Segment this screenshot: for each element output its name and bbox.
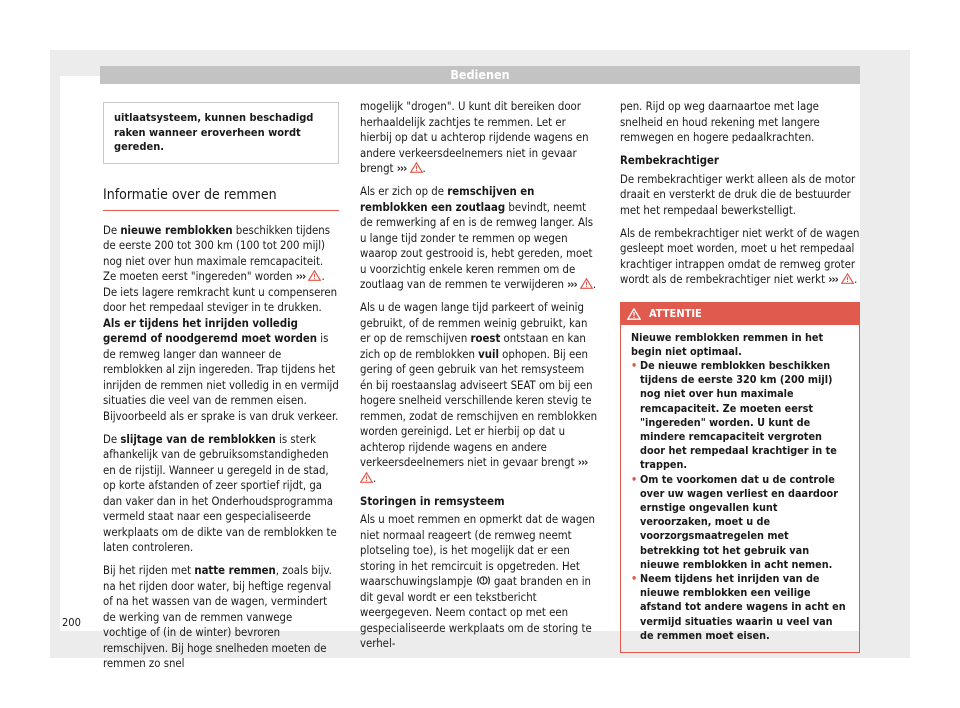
text: ophopen. Bij een gering of geen gebruik van het remsysteem én bij roestaanslag adviseert SEAT om bij een hogere snelheid verschillende keren stevig te remmen, zodat de remschijven en remblokken worden gereinigd. Let er hierbij op dat u achterop rijdende wagens en andere verkeersdeelnemers niet in gevaar brengt	[360, 347, 598, 469]
warning-triangle-icon	[627, 308, 641, 320]
text: . De iets lagere remkracht kunt u compenseren door het rempedaal steviger in te drukken.	[103, 270, 338, 314]
warning-box-continued: uitlaatsysteem, kunnen beschadigd raken wanneer eroverheen wordt gereden.	[103, 102, 339, 164]
section-title: Informatie over de remmen	[103, 186, 339, 211]
term-rust: roest	[470, 332, 501, 345]
warning-triangle-icon[interactable]	[410, 162, 423, 173]
attention-bullet: • Om te voorkomen dat u de controle over uw wagen verliest en daardoor ernstige ongevallen kunt veroorzaken, moet u de voorzorgsmaatregelen met betrekking tot het gebruik van nieuwe remblokken in acht nemen.	[631, 473, 849, 572]
paragraph-continued: pen. Rijd op weg daarnaartoe met lage snelheid en houd rekening met langere remwegen en hogere pedaalkrachten.	[620, 100, 820, 144]
attention-bullet: • Neem tijdens het inrijden van de nieuwe remblokken een veilige afstand tot andere wagens in acht en vermijd situaties waarin u veel van de remmen moet eisen.	[631, 572, 849, 643]
paragraph-pad-wear	[103, 432, 339, 556]
text: is de remweg langer dan wanneer de remblokken al zijn ingereden. Trap tijdens het inrijden de remmen niet volledig in en vermijd situaties die veel van de remmen eisen. Bijvoorbeeld als er sprake is van druk verkeer.	[103, 332, 339, 423]
section-header: Bedienen	[100, 66, 860, 84]
text: Als er zich op de	[360, 185, 448, 198]
text: .	[854, 273, 858, 286]
text: ontstaan en kan zich op de remblokken	[360, 332, 586, 361]
attention-header	[621, 303, 859, 325]
term-pad-wear: slijtage van de remblokken	[120, 432, 276, 446]
term-new-pads: nieuwe remblokken	[120, 223, 233, 237]
text: Als u de wagen lange tijd parkeert of weinig gebruikt, of de remmen weinig gebruikt, kan er op de remschijven	[360, 301, 588, 345]
subheading-brake-booster: Rembekrachtiger	[620, 154, 719, 167]
attention-bullet: • De nieuwe remblokken beschikken tijdens de eerste 320 km (200 mijl) nog niet over hun maximale remcapaciteit. Ze moeten eerst "ingereden" worden. U kunt de mindere remcapaciteit vergroten door het rempedaal krachtiger in te trappen.	[631, 359, 849, 473]
paragraph-rust	[360, 300, 600, 486]
text: .	[592, 278, 597, 291]
warning-triangle-icon[interactable]	[308, 270, 321, 281]
text: mogelijk "drogen". U kunt dit bereiken door herhaaldelijk zachtjes te remmen. Let er hierbij op dat u achterop rijdende wagens en andere verkeersdeelnemers niet in gevaar brengt	[360, 100, 589, 175]
text: De	[103, 223, 121, 237]
term-salt-layer: remschijven en remblokken een zoutlaag	[360, 185, 535, 214]
paragraph-new-brake-pads	[103, 223, 339, 425]
paragraph-wet-brakes	[103, 563, 339, 672]
paragraph-brake-faults	[360, 512, 600, 652]
column-1	[103, 102, 339, 679]
column-3	[620, 99, 860, 653]
text: .	[373, 471, 377, 485]
reference-arrow[interactable]: ›››	[295, 270, 306, 283]
warning-triangle-icon[interactable]	[580, 278, 593, 289]
paragraph-brake-booster: De rembekrachtiger werkt alleen als de motor draait en versterkt de druk die de bestuurder met het rempedaal bewerkstelligt.	[620, 172, 856, 217]
attention-box	[620, 302, 860, 653]
reference-arrow[interactable]: ›››	[577, 456, 588, 469]
paragraph-salt-layer	[360, 184, 600, 293]
text: Bij het rijden met	[103, 564, 195, 577]
attention-intro: Nieuwe remblokken remmen in het begin niet optimaal.	[631, 330, 824, 358]
reference-arrow[interactable]: ›››	[828, 273, 838, 286]
column-2	[360, 99, 600, 659]
attention-body	[621, 325, 859, 652]
term-wet-brakes: natte remmen	[194, 564, 276, 577]
paragraph-booster-failure	[620, 226, 860, 288]
text: , zoals bijv. na het rijden door water, bij heftige regenval of na het wassen van de wagen, vermindert de werking van de remmen vanwege vochtige of (in de winter) bevroren remschijven. Bij hoge snelheden moeten de remmen zo snel	[103, 564, 332, 670]
term-dirt: vuil	[478, 347, 499, 361]
subheading-brake-faults: Storingen in remsysteem	[360, 494, 505, 508]
warning-triangle-icon[interactable]	[360, 472, 373, 483]
paragraph-dry-brakes	[360, 99, 600, 177]
text: Als u moet remmen en opmerkt dat de wagen niet normaal reageert (de remweg neemt plotseling toe), is het mogelijk dat er een storing in het remcircuit is opgetreden. Het waarschuwingslampje	[360, 513, 596, 588]
text: Als de rembekrachtiger niet werkt of de wagen gesleept moet worden, moet u het rempedaal krachtiger intrappen omdat de remweg groter wordt als de rembekrachtiger niet werkt	[620, 226, 860, 286]
page-number: 200	[62, 616, 81, 629]
reference-arrow[interactable]: ›››	[567, 278, 577, 291]
warning-triangle-icon[interactable]	[841, 273, 854, 284]
text: gaat branden en in dit geval wordt er een tekstbericht weergegeven. Neem contact op met een gespecialiseerde werkplaats om de storing te verhel-	[360, 575, 592, 650]
text: De	[103, 432, 121, 446]
attention-title: ATTENTIE	[649, 306, 702, 320]
text: beschikken tijdens de eerste 200 tot 300 km (100 tot 200 mijl) nog niet over hun maximale remcapaciteit. Ze moeten eerst "ingereden" worden	[103, 223, 331, 283]
text: .	[422, 162, 426, 175]
text: is sterk afhankelijk van de gebruiksomstandigheden en de rijstijl. Wanneer u geregeld in de stad, op korte afstanden of zeer sportief rijdt, ga dan vaker dan in het Onderhoudsprogramma vermeld staat naar een gespecialiseerde werkplaats om de dikte van de remblokken te laten controleren.	[103, 432, 337, 554]
brake-warning-lamp-icon	[476, 575, 491, 586]
text: bevindt, neemt de remwerking af en is de remweg langer. Als u lange tijd zonder te remmen op wegen waarop zout gestrooid is, hebt gereden, moet u voorzichtig enkele keren remmen om de zoutlaag van de remmen te verwijderen	[360, 200, 594, 291]
term-full-braking: Als er tijdens het inrijden volledig geremd of noodgeremd moet worden	[103, 316, 318, 345]
reference-arrow[interactable]: ›››	[396, 162, 407, 175]
